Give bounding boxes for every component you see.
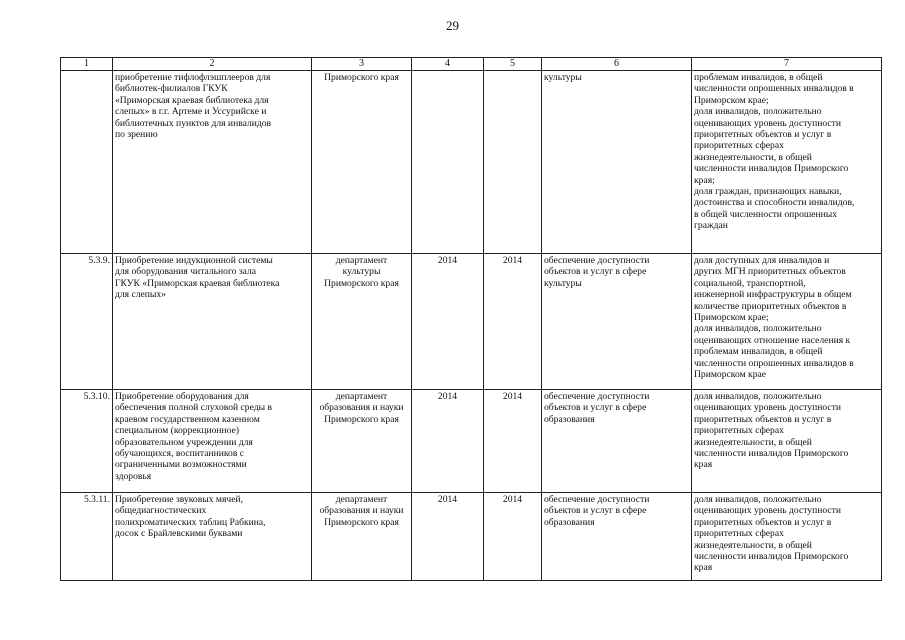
text-line: обеспечение доступности <box>544 494 650 505</box>
text-line: культуры <box>342 266 381 278</box>
text-line: численности инвалидов Приморского <box>694 163 849 175</box>
text-line: краевом государственном казенном <box>115 413 260 425</box>
text-line: Приморского края <box>324 413 399 425</box>
column-number: 3 <box>312 58 412 71</box>
text-line: численности опрошенных инвалидов в <box>694 357 854 369</box>
year-end: 2014 <box>484 254 542 390</box>
text-line: приоритетных объектов и услуг в <box>694 129 832 141</box>
measure-name <box>113 493 312 581</box>
text-line: доля инвалидов, положительно <box>694 494 822 505</box>
text-line: объектов и услуг в сфере <box>544 266 647 278</box>
text-line: оценивающих уровень доступности <box>694 402 841 414</box>
column-number: 1 <box>61 58 113 71</box>
text-line: в общей численности опрошенных <box>694 208 838 220</box>
text-line: доля инвалидов, положительно <box>694 391 822 402</box>
text-line: полихроматических таблиц Рабкина, <box>115 516 266 528</box>
text-line: здоровья <box>115 470 152 482</box>
text-line: образования и науки <box>319 402 404 414</box>
table-row <box>61 493 882 581</box>
text-line: обеспечение доступности <box>544 391 650 402</box>
text-line: жизнедеятельности, в общей <box>694 539 812 551</box>
text-line: края; <box>694 174 715 186</box>
year-start <box>412 71 484 254</box>
column-number: 7 <box>692 58 882 71</box>
text-line: края <box>694 459 713 471</box>
text-line: жизнедеятельности, в общей <box>694 436 812 448</box>
text-line: образования <box>544 516 595 528</box>
text-line: библиотек-филиалов ГКУК <box>115 83 228 95</box>
text-line: приоритетных сферах <box>694 425 784 437</box>
expected-result <box>542 71 692 254</box>
text-line: ограниченными возможностями <box>115 459 247 471</box>
year-start: 2014 <box>412 254 484 390</box>
text-line: проблемам инвалидов, в общей <box>694 72 823 83</box>
measure-name <box>113 390 312 493</box>
item-number: 5.3.10. <box>61 390 113 493</box>
text-line: культуры <box>544 72 582 83</box>
indicators <box>692 71 882 254</box>
expected-result <box>542 254 692 390</box>
page-number: 29 <box>446 18 459 33</box>
year-start: 2014 <box>412 493 484 581</box>
text-line: общедиагностических <box>115 505 207 517</box>
year-end <box>484 71 542 254</box>
text-line: доля доступных для инвалидов и <box>694 255 830 266</box>
indicators <box>692 254 882 390</box>
table-row <box>61 254 882 390</box>
text-line: образовательном учреждении для <box>115 436 253 448</box>
text-line: приоритетных сферах <box>694 528 784 540</box>
text-line: обучающихся, воспитанников с <box>115 448 245 460</box>
item-number: 5.3.11. <box>61 493 113 581</box>
text-line: департамент <box>335 391 388 402</box>
expected-result <box>542 493 692 581</box>
text-line: департамент <box>335 255 388 266</box>
text-line: оценивающих уровень доступности <box>694 505 841 517</box>
text-line: доля граждан, признающих навыки, <box>694 186 842 198</box>
measure-name <box>113 254 312 390</box>
text-line: объектов и услуг в сфере <box>544 402 647 414</box>
text-line: оценивающих отношение населения к <box>694 334 851 346</box>
item-number: 5.3.9. <box>61 254 113 390</box>
text-line: приоритетных объектов и услуг в <box>694 516 832 528</box>
text-line: ГКУК «Приморская краевая библиотека <box>115 277 280 289</box>
text-line: других МГН приоритетных объектов <box>694 266 846 278</box>
text-line: культуры <box>544 277 582 289</box>
text-line: Приморском крае; <box>694 312 769 324</box>
text-line: края <box>694 562 713 574</box>
text-line: образования и науки <box>319 505 404 517</box>
text-line: департамент <box>335 494 388 505</box>
executor <box>312 71 412 254</box>
column-number: 4 <box>412 58 484 71</box>
text-line: жизнедеятельности, в общей <box>694 151 812 163</box>
text-line: численности опрошенных инвалидов в <box>694 83 854 95</box>
executor <box>312 390 412 493</box>
text-line: инженерной инфраструктуры в общем <box>694 289 852 301</box>
column-number: 5 <box>484 58 542 71</box>
text-line: образования <box>544 413 595 425</box>
text-line: доля инвалидов, положительно <box>694 323 822 335</box>
text-line: обеспечение доступности <box>544 255 650 266</box>
text-line: численности инвалидов Приморского <box>694 551 849 563</box>
text-line: объектов и услуг в сфере <box>544 505 647 517</box>
text-line: достоинства и способности инвалидов, <box>694 197 855 209</box>
indicators <box>692 493 882 581</box>
table-row <box>61 71 882 254</box>
text-line: приобретение тифлофлэшплееров для <box>115 72 271 83</box>
text-line: для слепых» <box>115 289 166 301</box>
text-line: проблемам инвалидов, в общей <box>694 346 823 358</box>
executor <box>312 254 412 390</box>
table-row <box>61 390 882 493</box>
text-line: Приморском крае <box>694 369 767 381</box>
text-line: для оборудования читального зала <box>115 266 257 278</box>
text-line: Приобретение индукционной системы <box>115 255 273 266</box>
text-line: Приобретение звуковых мячей, <box>115 494 243 505</box>
text-line: доля инвалидов, положительно <box>694 106 822 118</box>
text-line: Приморского края <box>324 72 399 83</box>
text-line: обеспечения полной слуховой среды в <box>115 402 272 414</box>
text-line: слепых» в г.г. Артеме и Уссурийске и <box>115 106 267 118</box>
measure-name <box>113 71 312 254</box>
executor <box>312 493 412 581</box>
column-number: 2 <box>113 58 312 71</box>
text-line: досок с Брайлевскими буквами <box>115 528 243 540</box>
text-line: Приморского края <box>324 516 399 528</box>
text-line: Приобретение оборудования для <box>115 391 249 402</box>
column-number: 6 <box>542 58 692 71</box>
text-line: Приморского края <box>324 277 399 289</box>
text-line: граждан <box>694 220 728 232</box>
text-line: социальной, транспортной, <box>694 277 806 289</box>
indicators <box>692 390 882 493</box>
text-line: Приморском крае; <box>694 94 769 106</box>
expected-result <box>542 390 692 493</box>
item-number <box>61 71 113 254</box>
text-line: численности инвалидов Приморского <box>694 448 849 460</box>
year-end: 2014 <box>484 493 542 581</box>
text-line: количестве приоритетных объектов в <box>694 300 847 312</box>
measures-table <box>60 57 882 581</box>
text-line: оценивающих уровень доступности <box>694 117 841 129</box>
text-line: приоритетных объектов и услуг в <box>694 413 832 425</box>
text-line: библиотечных пунктов для инвалидов <box>115 117 272 129</box>
text-line: приоритетных сферах <box>694 140 784 152</box>
column-number-row <box>61 58 882 71</box>
year-end: 2014 <box>484 390 542 493</box>
text-line: по зрению <box>115 129 158 141</box>
text-line: специальном (коррекционное) <box>115 425 240 437</box>
year-start: 2014 <box>412 390 484 493</box>
text-line: «Приморская краевая библиотека для <box>115 94 269 106</box>
